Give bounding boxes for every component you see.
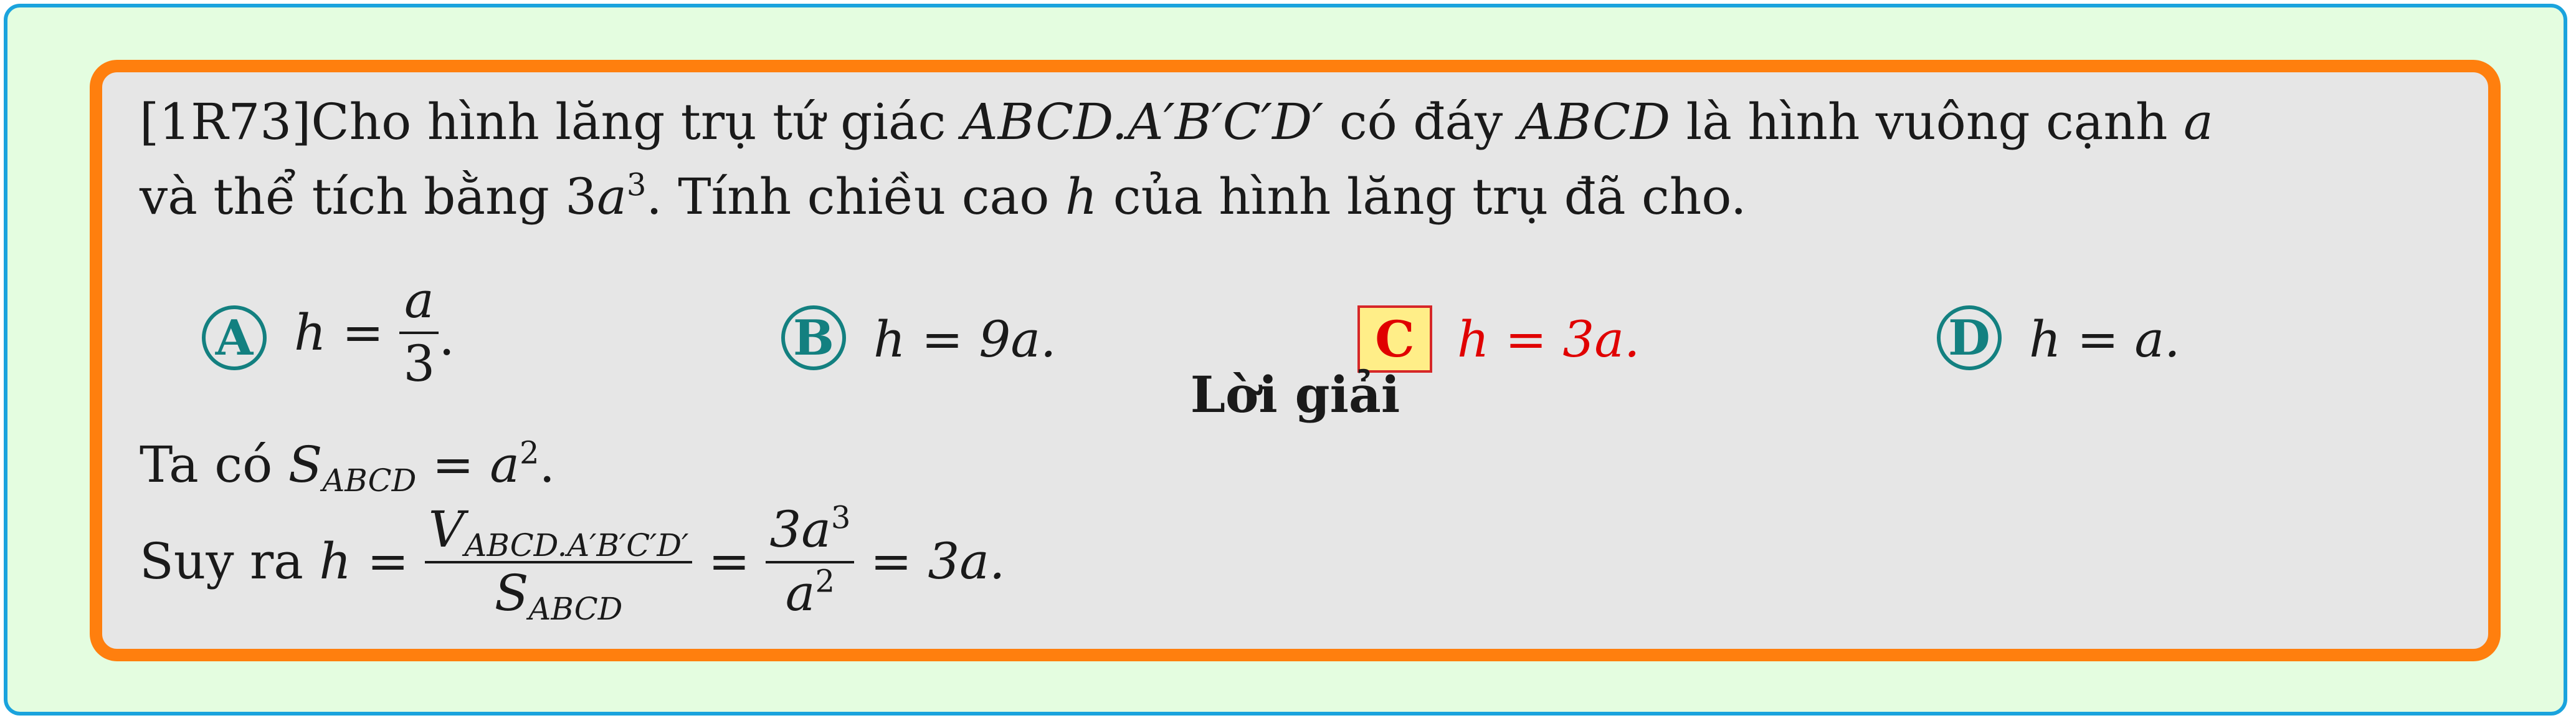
power-fraction: $\frac{3a^3}{a^2}$ [766, 502, 854, 621]
option-a-badge[interactable]: A [202, 305, 267, 370]
solution-line-2: Suy ra h = $\frac{V_{ABCD.A'B'C'D'}}{S_{ABCD}}$ = $\frac{3a^3}{a^2}$ = 3a. [140, 499, 1005, 627]
question-line-2: và thể tích bằng $3a^3$. Tính chiều cao h của hình lăng trụ đã cho. [140, 166, 1747, 226]
base-name: ABCD [1518, 93, 1671, 151]
volume-over-area-fraction: $\frac{V_{ABCD.A'B'C'D'}}{S_{ABCD}}$ [425, 502, 693, 621]
option-a-answer: h = $\frac{a}{3}$ . [294, 271, 455, 393]
option-b-badge[interactable]: B [781, 305, 846, 370]
option-c-badge-correct[interactable]: C [1357, 305, 1432, 373]
outer-frame [4, 4, 2567, 716]
solution-line-1: Ta có $S_{ABCD} = a^2$. [140, 434, 555, 499]
option-c-answer: h = 3a. [1457, 310, 1640, 368]
option-d-answer: h = a. [2029, 310, 2180, 368]
option-d-badge[interactable]: D [1937, 305, 2002, 370]
option-a-fraction: $\frac{a}{3}$ [399, 273, 439, 391]
option-b-answer: h = 9a. [873, 310, 1057, 368]
problem-code: [1R73] [140, 93, 311, 151]
problem-card [90, 60, 2501, 661]
question-line-1: [1R73]Cho hình lăng trụ tứ giác ABCD.A′B′C′D′ có đáy ABCD là hình vuông cạnh a [140, 93, 2213, 151]
prism-name: ABCD.A′B′C′D′ [961, 93, 1324, 151]
solution-heading: Lời giải [1190, 365, 1400, 424]
